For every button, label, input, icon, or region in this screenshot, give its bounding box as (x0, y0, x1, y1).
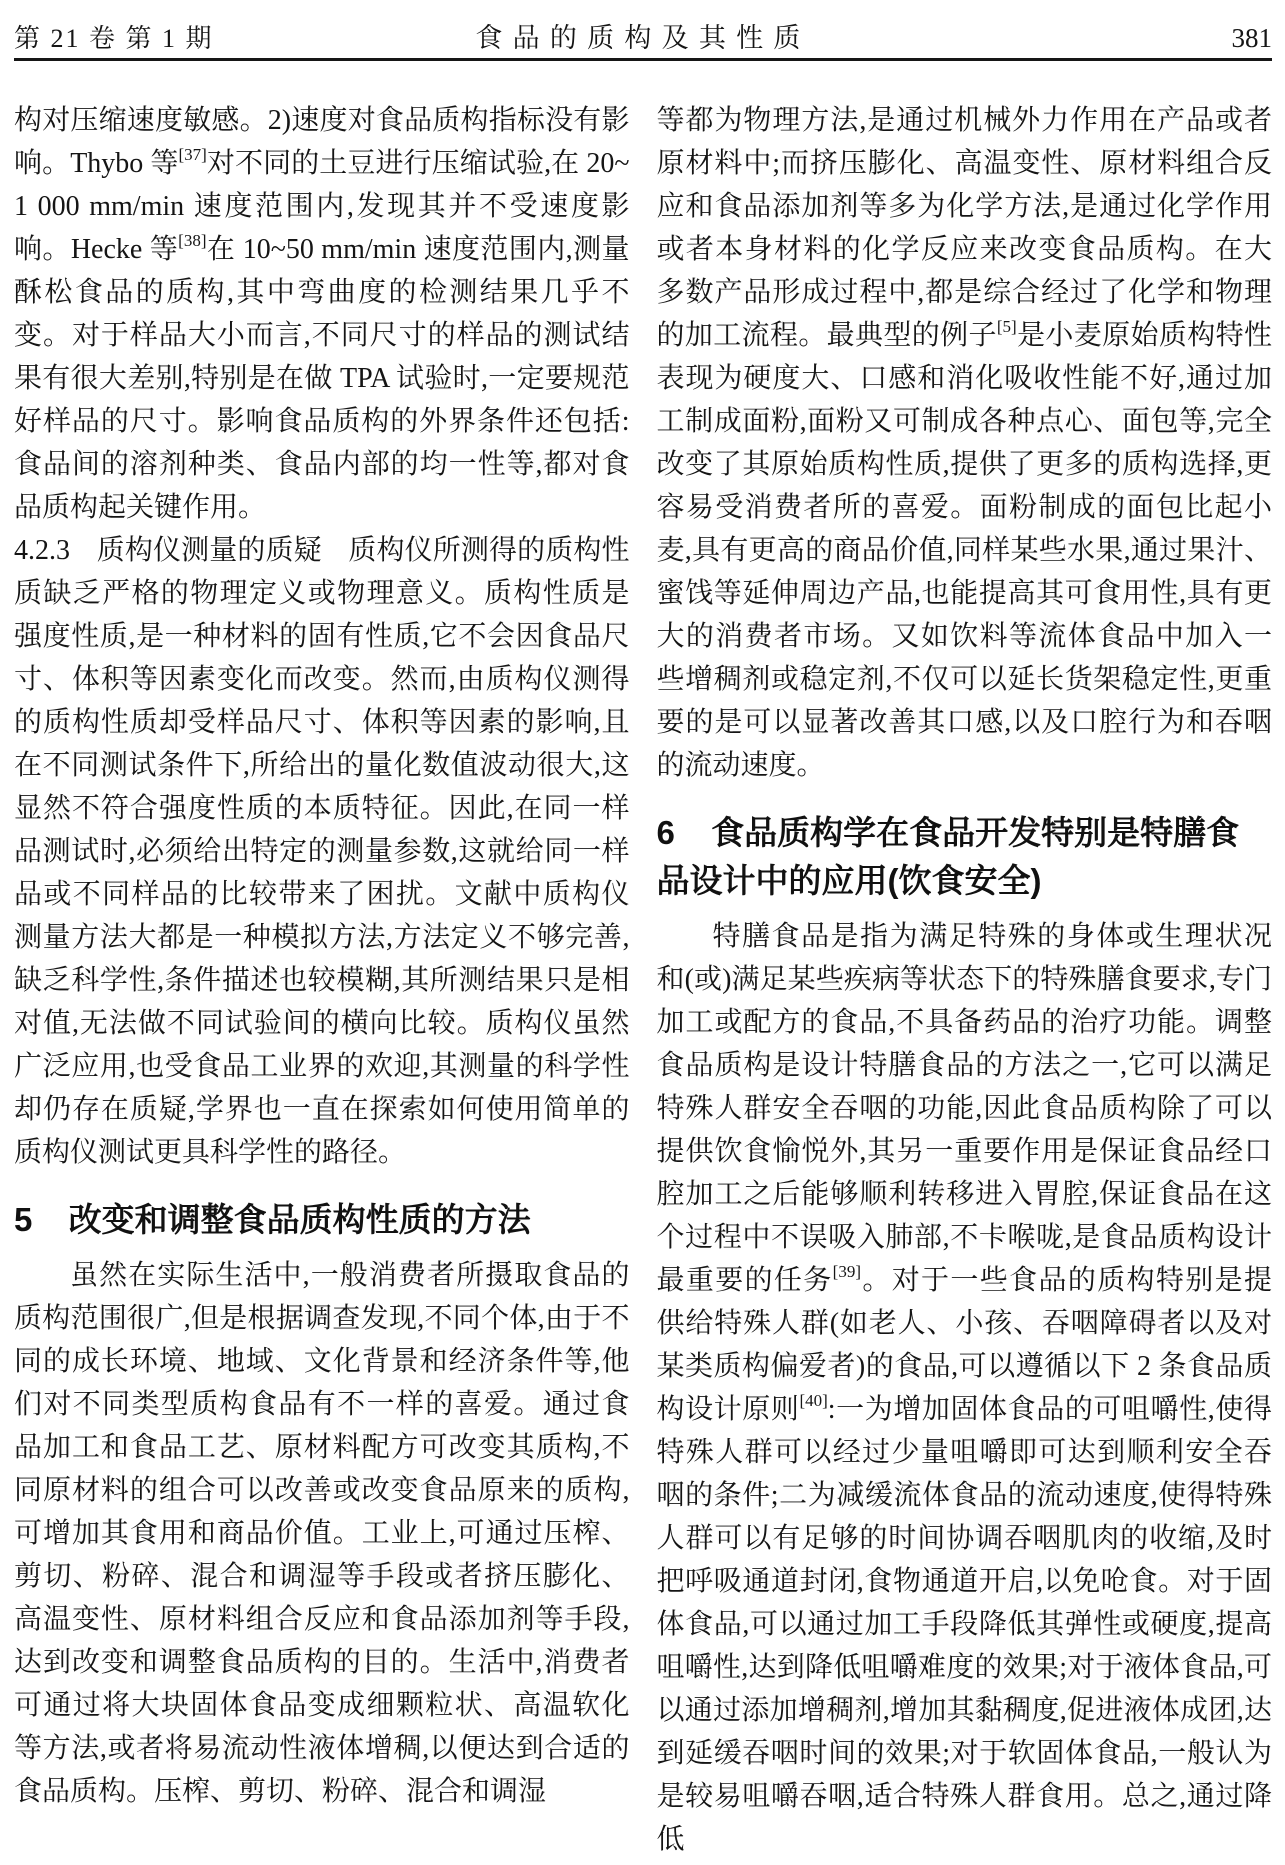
section-heading (657, 809, 1273, 905)
paragraph: 等都为物理方法,是通过机械外力作用在产品或者原材料中;而挤压膨化、高温变性、原材料组合反应和食品添加剂等多为化学方法,是通过化学作用或者本身材料的化学反应来改变食品质构。在大多数产品形成过程中,都是综合经过了化学和物理的加工流程。最典型的例子[5]是小麦原始质构特性表现为硬度大、口感和消化吸收性能不好,通过加工制成面粉,面粉又可制成各种点心、面包等,完全改变了其原始质构性质,提供了更多的质构选择,更容易受消费者所的喜爱。面粉制成的面包比起小麦,具有更高的商品价值,同样某些水果,通过果汁、蜜饯等延伸周边产品,也能提高其可食用性,具有更大的消费者市场。又如饮料等流体食品中加入一些增稠剂或稳定剂,不仅可以延长货架稳定性,更重要的是可以显著改善其口感,以及口腔行为和吞咽的流动速度。 (656, 105, 1272, 781)
running-title: 食品的质构及其性质 (475, 23, 811, 53)
subsection-title: 质构仪测量的质疑 (96, 535, 322, 566)
paragraph: 特膳食品是指为满足特殊的身体或生理状况和(或)满足某些疾病等状态下的特殊膳食要求,专门加工或配方的食品,不具备药品的治疗功能。调整食品质构是设计特膳食品的方法之一,它可以满足特殊人群安全吞咽的功能,因此食品质构除了可以提供饮食愉悦外,其另一重要作用是保证食品经口腔加工之后能够顺利转移进入胃腔,保证食品在这个过程中不误吸入肺部,不卡喉咙,是食品质构设计最重要的任务[39]。对于一些食品的质构特别是提供给特殊人群(如老人、小孩、吞咽障碍者以及对某类质构偏爱者)的食品,可以遵循以下 2 条食品质构设计原则[40]:一为增加固体食品的可咀嚼性,使得特殊人群可以经过少量咀嚼即可达到顺利安全吞咽的条件;二为减缓流体食品的流动速度,使得特殊人群可以有足够的时间协调吞咽肌肉的收缩,及时把呼吸通道封闭,食物通道开启,以免呛食。对于固体食品,可以通过加工手段降低其弹性或硬度,提高咀嚼性,达到降低咀嚼难度的效果;对于液体食品,可以通过添加增稠剂,增加其黏稠度,促进液体成团,达到延缓吞咽时间的效果;对于软固体食品,一般认为是较易咀嚼吞咽,适合特殊人群食用。总之,通过降低 (656, 921, 1272, 1855)
paragraph: 虽然在实际生活中,一般消费者所摄取食品的质构范围很广,但是根据调查发现,不同个体,由于不同的成长环境、地域、文化背景和经济条件等,他们对不同类型质构食品有不一样的喜爱。通过食品加工和食品工艺、原材料配方可改变其质构,不同原材料的组合可以改善或改变食品原来的质构,可增加其食用和商品价值。工业上,可通过压榨、剪切、粉碎、混合和调湿等手段或者挤压膨化、高温变性、原材料组合反应和食品添加剂等手段,达到改变和调整食品质构的目的。生活中,消费者可通过将大块固体食品变成细颗粒状、高温软化等方法,或者将易流动性液体增稠,以便达到合适的食品质构。压榨、剪切、粉碎、混合和调湿 (14, 1260, 630, 1807)
citation-ref: [38] (178, 230, 207, 250)
page-header (14, 16, 1272, 53)
section-number: 5 (14, 1201, 33, 1238)
section-title: 食品质构学在食品开发特别是特膳食品设计中的应用(饮食安全) (656, 814, 1240, 899)
paragraph: 4.2.3 质构仪测量的质疑 质构仪所测得的质构性质缺乏严格的物理定义或物理意义。质构性质是强度性质,是一种材料的固有性质,它不会因食品尺寸、体积等因素变化而改变。然而,由质构仪测得的质构性质却受样品尺寸、体积等因素的影响,且在不同测试条件下,所给出的量化数值波动很大,这显然不符合强度性质的本质特征。因此,在同一样品测试时,必须给出特定的测量参数,这就给同一样品或不同样品的比较带来了困扰。文献中质构仪测量方法大都是一种模拟方法,方法定义不够完善,缺乏科学性,条件描述也较模糊,其所测结果只是相对值,无法做不同试验间的横向比较。质构仪虽然广泛应用,也受食品工业界的欢迎,其测量的科学性却仍存在质疑,学界也一直在探索如何使用简单的质构仪测试更具科学性的路径。 (14, 535, 630, 1168)
section-number: 6 (656, 814, 675, 851)
header-rule (14, 58, 1272, 61)
citation-ref: [37] (178, 144, 207, 164)
citation-ref: [5] (996, 316, 1017, 336)
volume-issue: 第 21 卷 第 1 期 (14, 24, 214, 53)
citation-ref: [39] (832, 1261, 861, 1281)
paragraph: 构对压缩速度敏感。2)速度对食品质构指标没有影响。Thybo 等[37]对不同的土豆进行压缩试验,在 20~1 000 mm/min 速度范围内,发现其并不受速度影响。Hecke 等[38]在 10~50 mm/min 速度范围内,测量酥松食品的质构,其中弯曲度的检测结果几乎不变。对于样品大小而言,不同尺寸的样品的测试结果有很大差别,特别是在做 TPA 试验时,一定要规范好样品的尺寸。影响食品质构的外界条件还包括:食品间的溶剂种类、食品内部的均一性等,都对食品质构起关键作用。 (14, 105, 630, 523)
right-column (657, 99, 1273, 1861)
section-heading (14, 1196, 630, 1244)
subsection-number: 4.2.3 (14, 535, 70, 566)
content-columns (14, 99, 1272, 1861)
section-title: 改变和调整食品质构性质的方法 (68, 1201, 531, 1238)
citation-ref: [40] (799, 1390, 828, 1410)
left-column (14, 99, 630, 1861)
page-number: 381 (1231, 23, 1272, 53)
